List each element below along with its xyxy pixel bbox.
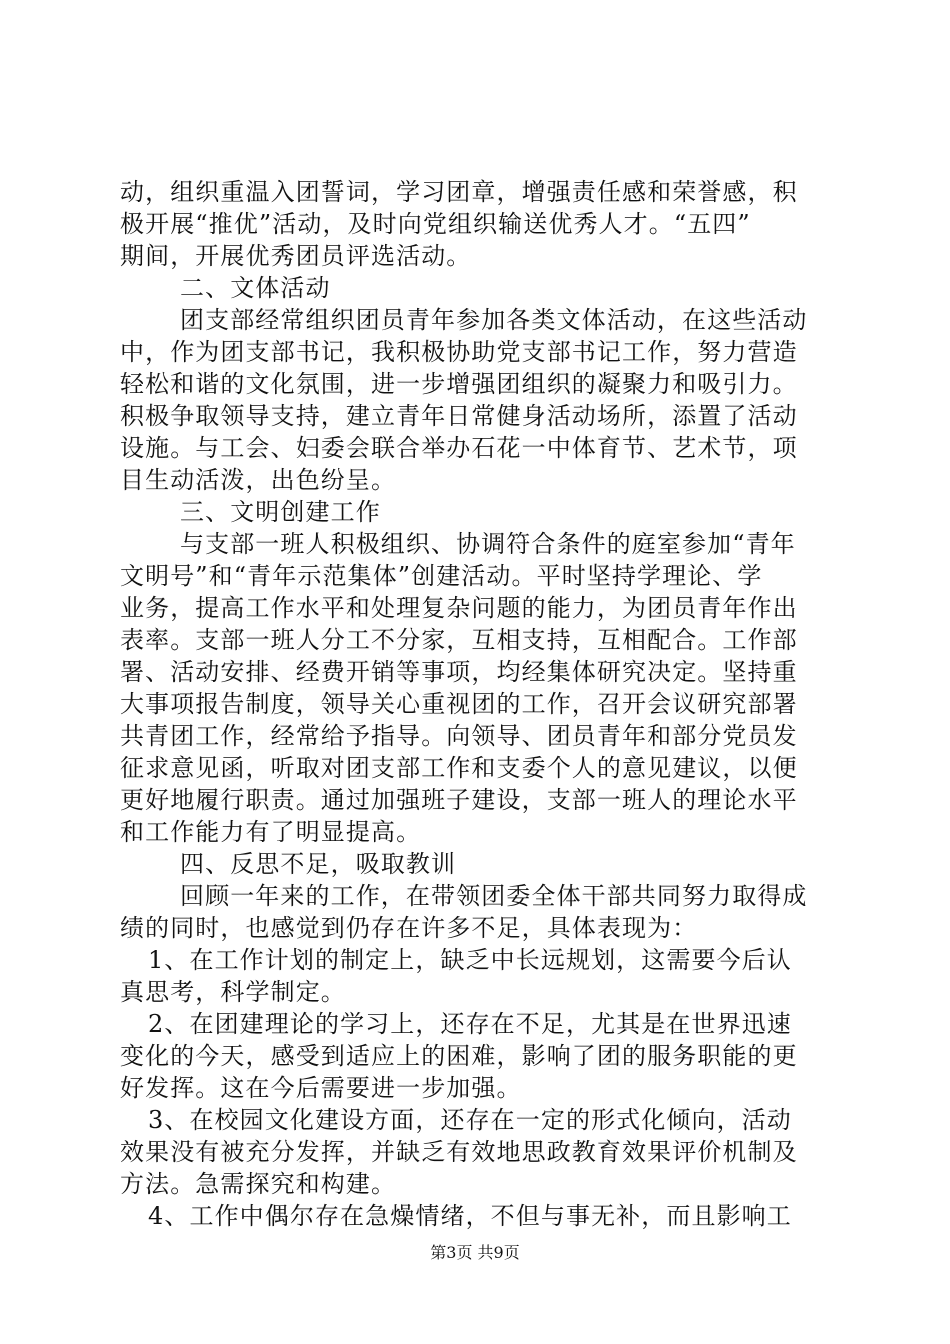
text-line: 设施。与工会、妇委会联合举办石花一中体育节、艺术节，项: [120, 434, 798, 462]
text-line: 方法。急需探究和构建。: [120, 1170, 397, 1198]
text-line: 期间，开展优秀团员评选活动。: [120, 242, 472, 270]
text-line: 极开展“推优”活动，及时向党组织输送优秀人才。“五四”: [120, 210, 751, 238]
text-line: 绩的同时，也感觉到仍存在许多不足，具体表现为：: [120, 914, 698, 942]
text-line: 真思考，科学制定。: [120, 978, 346, 1006]
text-line: 业务，提高工作水平和处理复杂问题的能力，为团员青年作出: [120, 594, 798, 622]
text-line: 与支部一班人积极组织、协调符合条件的庭室参加“青年: [180, 530, 796, 558]
page-number-footer: 第3页 共9页: [430, 1243, 520, 1262]
text-line: 大事项报告制度，领导关心重视团的工作，召开会议研究部署: [120, 690, 798, 718]
text-line: 变化的今天，感受到适应上的困难，影响了团的服务职能的更: [120, 1042, 798, 1070]
text-line: 动，组织重温入团誓词，学习团章，增强责任感和荣誉感，积: [120, 178, 798, 206]
list-item: 3、在校园文化建设方面，还存在一定的形式化倾向，活动: [148, 1106, 792, 1134]
text-line: 表率。支部一班人分工不分家，互相支持，互相配合。工作部: [120, 626, 798, 654]
text-line: 好发挥。这在今后需要进一步加强。: [120, 1074, 522, 1102]
text-line: 轻松和谐的文化氛围，进一步增强团组织的凝聚力和吸引力。: [120, 370, 798, 398]
section-heading: 二、文体活动: [180, 274, 331, 302]
text-line: 回顾一年来的工作，在带领团委全体干部共同努力取得成: [180, 882, 808, 910]
list-item: 4、工作中偶尔存在急燥情绪，不但与事无补，而且影响工: [148, 1202, 792, 1230]
text-line: 团支部经常组织团员青年参加各类文体活动，在这些活动: [180, 306, 808, 334]
section-heading: 四、反思不足，吸取教训: [180, 850, 457, 878]
text-line: 征求意见函，听取对团支部工作和支委个人的意见建议，以便: [120, 754, 798, 782]
text-line: 共青团工作，经常给予指导。向领导、团员青年和部分党员发: [120, 722, 798, 750]
list-item: 1、在工作计划的制定上，缺乏中长远规划，这需要今后认: [148, 946, 792, 974]
section-heading: 三、文明创建工作: [180, 498, 381, 526]
text-line: 和工作能力有了明显提高。: [120, 818, 422, 846]
text-line: 目生动活泼，出色纷呈。: [120, 466, 397, 494]
text-line: 积极争取领导支持，建立青年日常健身活动场所，添置了活动: [120, 402, 798, 430]
text-line: 署、活动安排、经费开销等事项，均经集体研究决定。坚持重: [120, 658, 798, 686]
text-line: 效果没有被充分发挥，并缺乏有效地思政教育效果评价机制及: [120, 1138, 798, 1166]
list-item: 2、在团建理论的学习上，还存在不足，尤其是在世界迅速: [148, 1010, 792, 1038]
text-line: 文明号”和“青年示范集体”创建活动。平时坚持学理论、学: [120, 562, 763, 590]
text-line: 中，作为团支部书记，我积极协助党支部书记工作，努力营造: [120, 338, 798, 366]
text-line: 更好地履行职责。通过加强班子建设，支部一班人的理论水平: [120, 786, 798, 814]
